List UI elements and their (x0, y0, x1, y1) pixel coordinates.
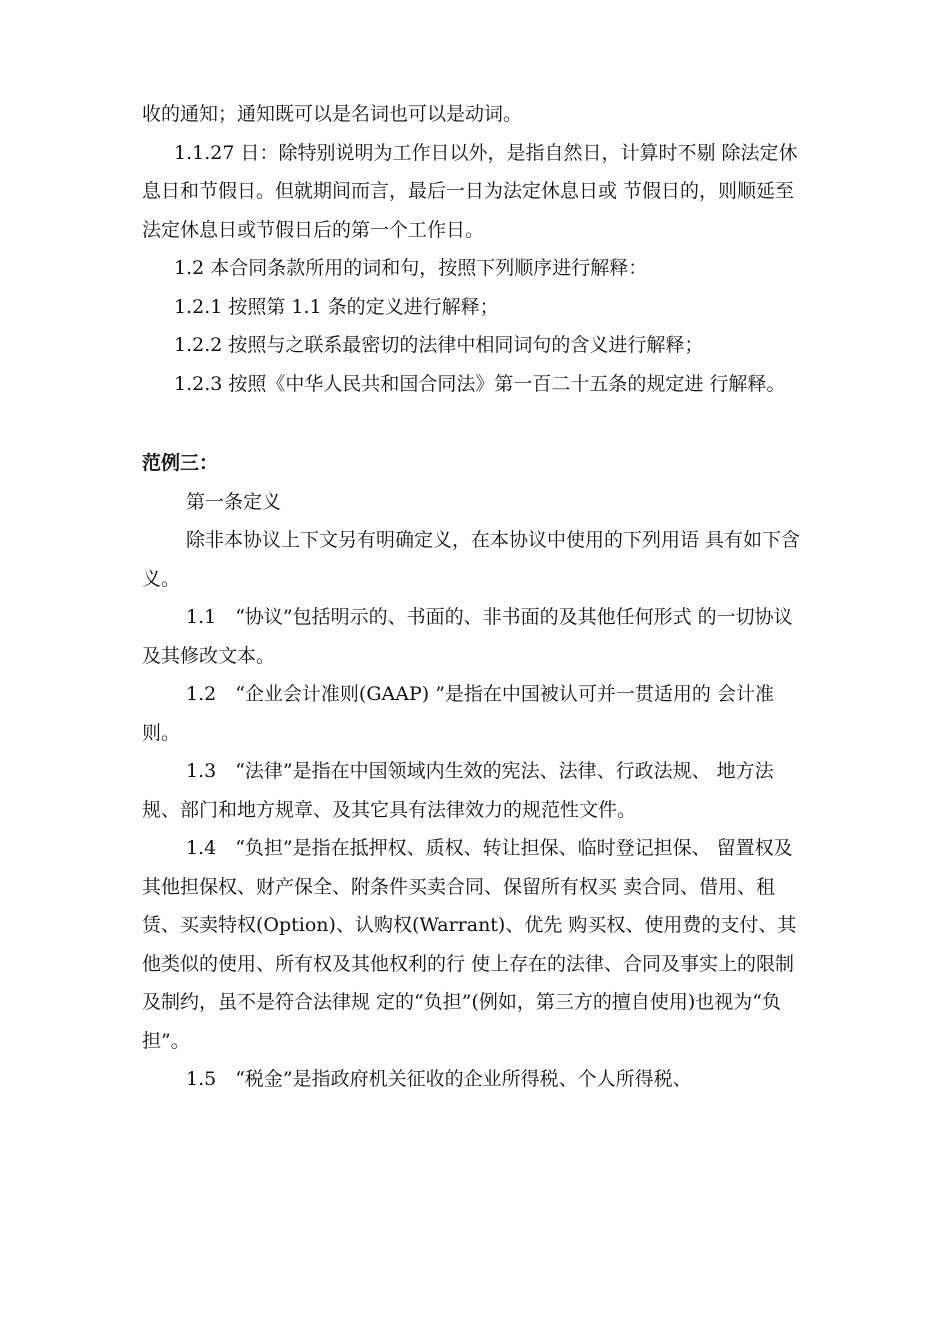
article-one-title: 第一条定义 (186, 490, 282, 513)
definition-1-1-agreement: 1.1 “协议”包括明示的、书面的、非书面的及其他任何形式 的一切协议及其修改文本。 (142, 606, 793, 667)
definition-1-3-law: 1.3 “法律”是指在中国领域内生效的宪法、法律、行政法规、 地方法规、部门和地方规章、及其它具有法律效力的规范性文件。 (142, 760, 774, 821)
paragraph-1-2-2: 1.2.2 按照与之联系最密切的法律中相同词句的含义进行解释； (174, 334, 704, 356)
paragraph-definitions-intro: 除非本协议上下文另有明确定义，在本协议中使用的下列用语 具有如下含义。 (142, 529, 801, 590)
definition-1-4-encumbrance: 1.4 “负担”是指在抵押权、质权、转让担保、临时登记担保、 留置权及其他担保权、财产保全、附条件买卖合同、保留所有权买 卖合同、借用、租赁、买卖特权(Option)、认购权(Warrant)、优先 购买权、使用费的支付、其他类似的使用、所有权及其他权利的行 使上存在的法律、合同及事实上的限制及制约，虽不是符合法律规 定的“负担”(例如，第三方的擅自使用)也视为“负担”。 (142, 837, 797, 1052)
paragraph-1-1-27-day: 1.1.27 日：除特别说明为工作日以外，是指自然日，计算时不剔 除法定休息日和节假日。但就期间而言，最后一日为法定休息日或 节假日的，则顺延至法定休息日或节假日后的第一个工作日。 (142, 141, 798, 241)
section-heading-example-three: 范例三： (142, 452, 219, 474)
paragraph-notice-continuation: 收的通知；通知既可以是名词也可以是动词。 (142, 103, 523, 125)
definition-1-5-taxes: 1.5 “税金”是指政府机关征收的企业所得税、个人所得税、 (186, 1068, 692, 1090)
definition-1-2-gaap: 1.2 “企业会计准则(GAAP) ”是指在中国被认可并一贯适用的 会计准则。 (142, 683, 774, 744)
paragraph-1-2-3: 1.2.3 按照《中华人民共和国合同法》第一百二十五条的规定进 行解释。 (174, 372, 786, 395)
paragraph-1-2-interpretation: 1.2 本合同条款所用的词和句，按照下列顺序进行解释： (174, 257, 648, 279)
paragraph-1-2-1: 1.2.1 按照第 1.1 条的定义进行解释； (174, 295, 499, 318)
